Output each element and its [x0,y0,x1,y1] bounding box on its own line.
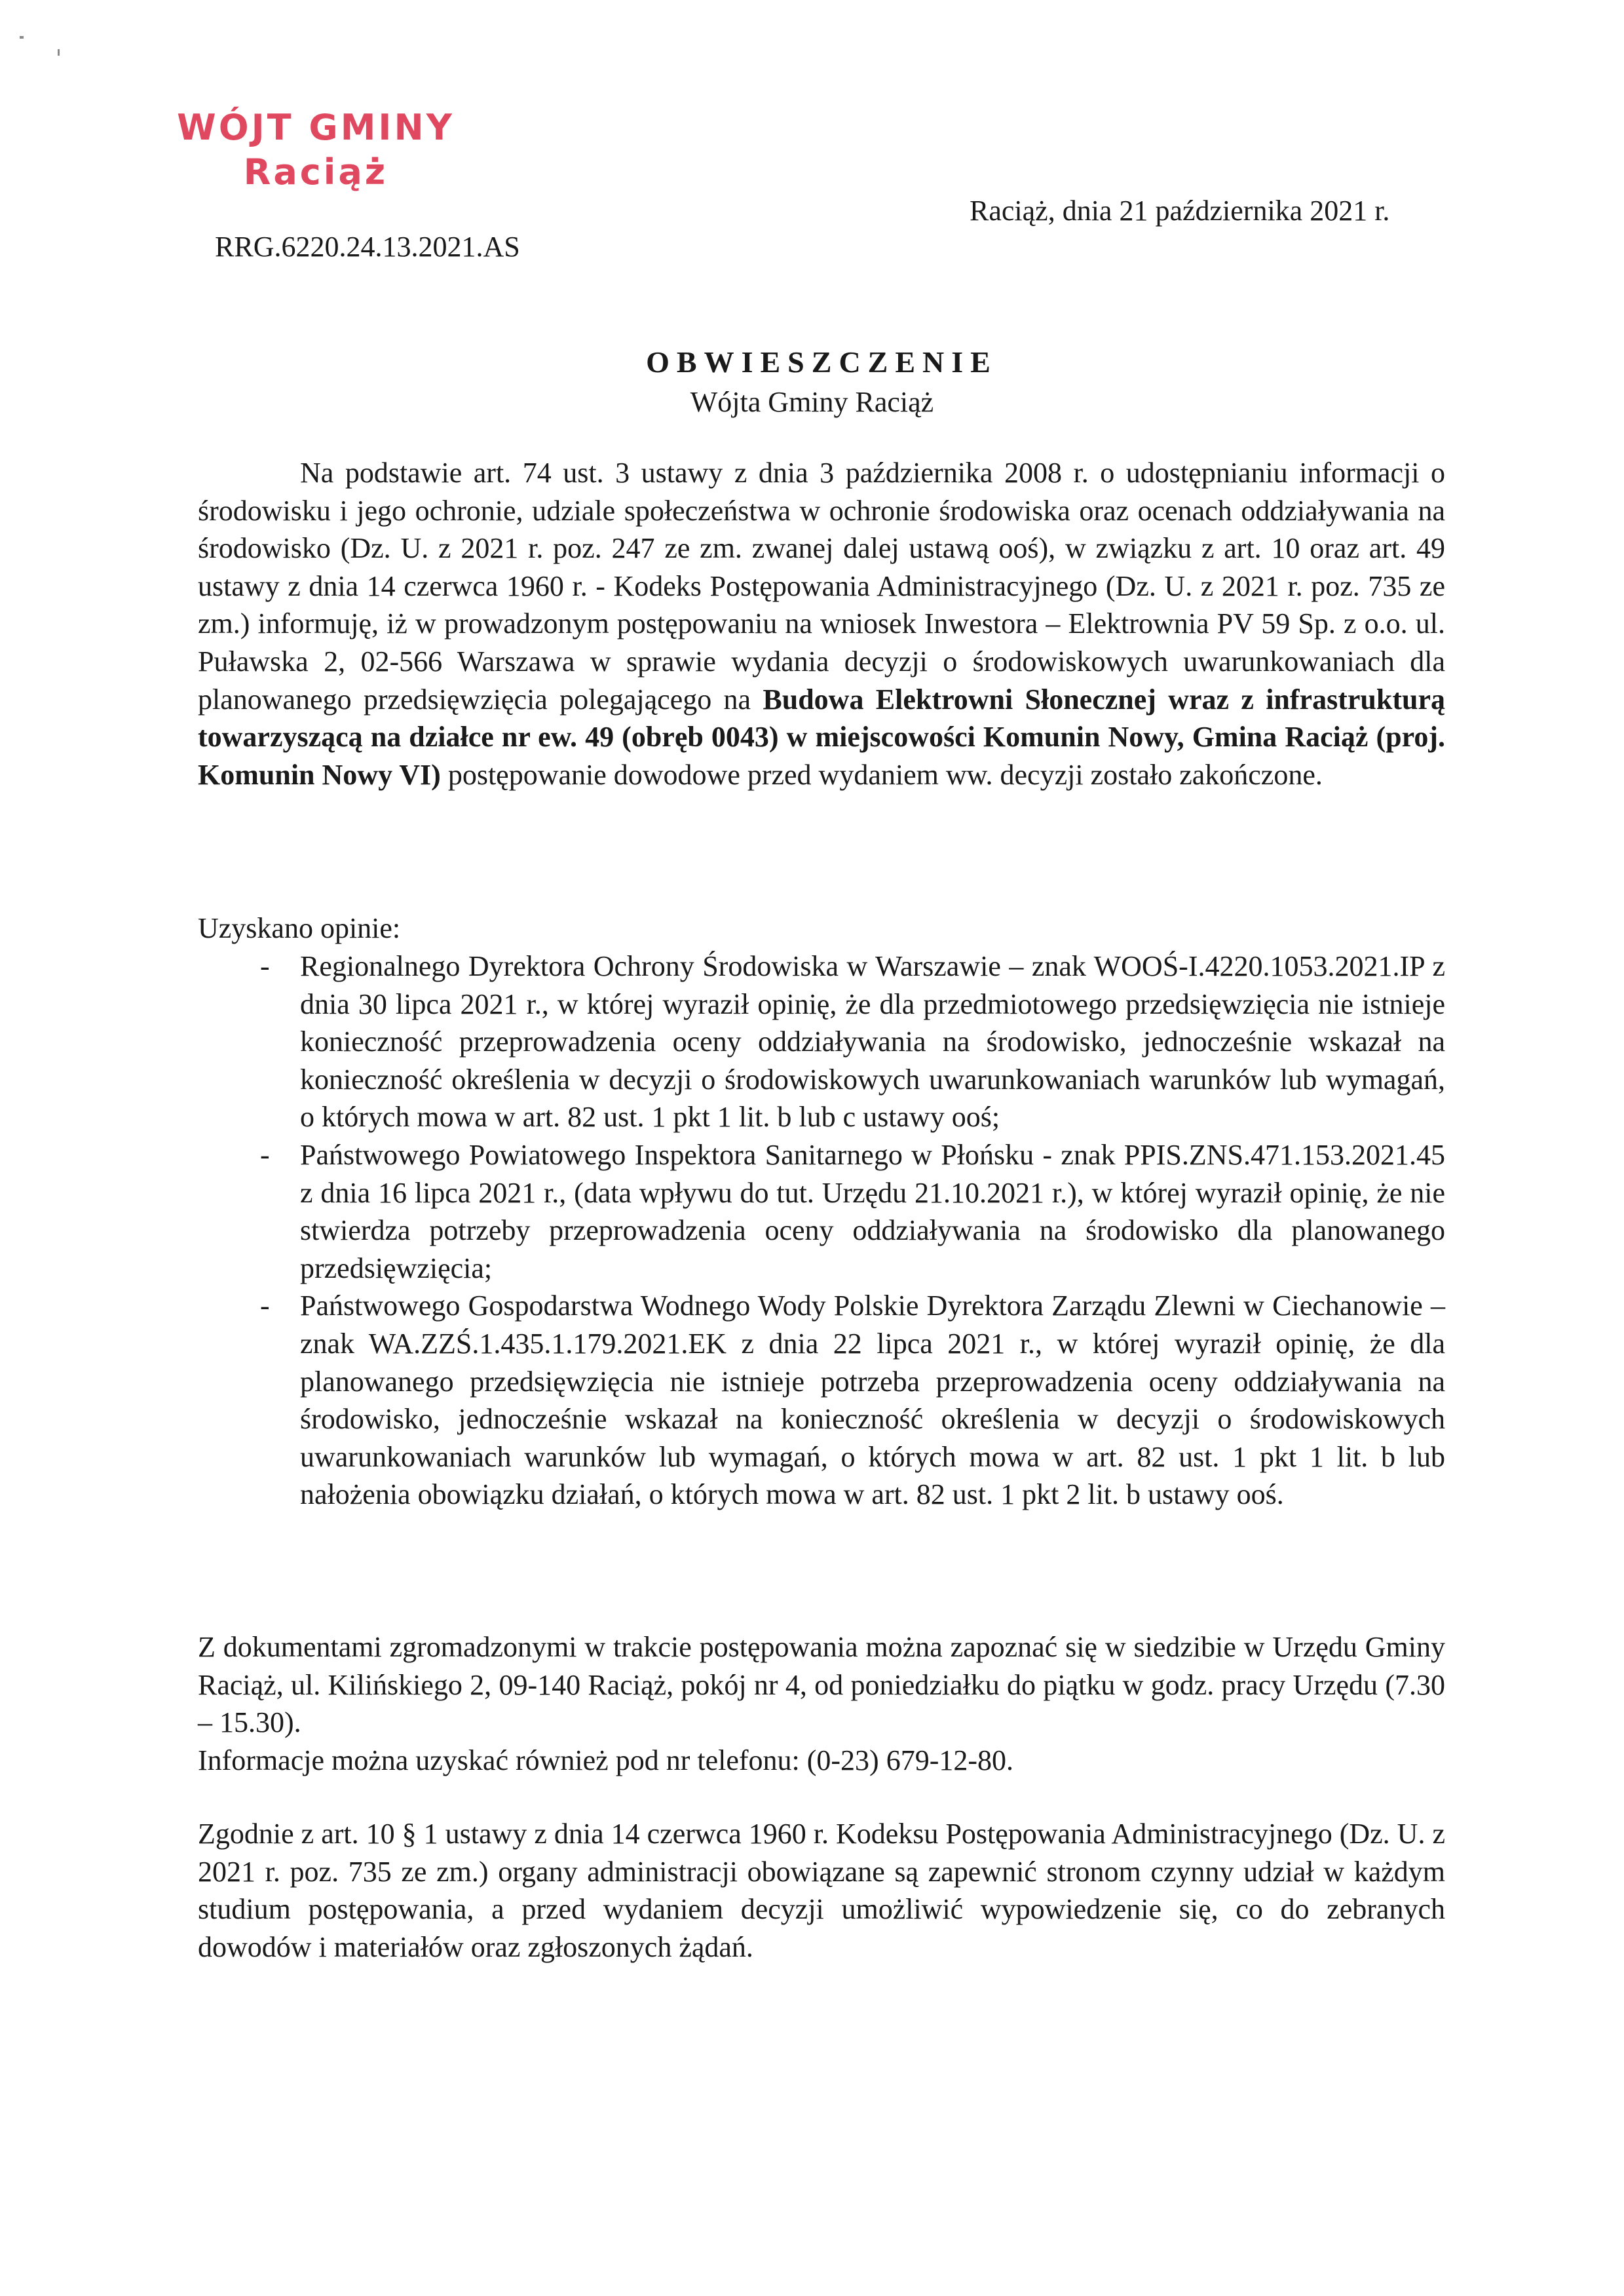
paragraph-art10: Zgodnie z art. 10 § 1 ustawy z dnia 14 czerwca 1960 r. Kodeksu Postępowania Administracyjnego (Dz. U. z 2021 r. poz. 735 ze zm.) organy administracji obowiązane są zapewnić stronom czynny udział w każdym studium postępowania, a przed wydaniem decyzji umożliwić wypowiedzenie się, co do zebranych dowodów i materiałów oraz zgłoszonych żądań. [198,1818,1445,1963]
opinion-text: Państwowego Powiatowego Inspektora Sanitarnego w Płońsku - znak PPIS.ZNS.471.153.2021.45 z dnia 16 lipca 2021 r., (data wpływu do tut. Urzędu 21.10.2021 r.), w której wyraził opinię, że nie stwierdza potrzeby przeprowadzenia oceny oddziaływania na środowisko dla planowanego przedsięwzięcia; [300,1138,1445,1284]
reference-number: RRG.6220.24.13.2021.AS [215,231,520,263]
paragraph-main-outro: postępowanie dowodowe przed wydaniem ww. decyzji zostało zakończone. [447,758,1323,791]
document-title: OBWIESZCZENIE [646,345,998,379]
paragraph-documents-access [198,1628,1445,1779]
document-subtitle: Wójta Gminy Raciąż [690,386,934,418]
scan-artifact [20,36,24,39]
scan-artifact [58,49,60,56]
official-stamp [172,107,460,193]
paragraph-main-intro: Na podstawie art. 74 ust. 3 ustawy z dnia 3 października 2008 r. o udostępnianiu informacji o środowisku i jego ochronie, udziale społeczeństwa w ochronie środowiska oraz ocenach oddziaływania na środowisko (Dz. U. z 2021 r. poz. 247 ze zm. zwanej dalej ustawą ooś), w związku z art. 10 oraz art. 49 ustawy z dnia 14 czerwca 1960 r. - Kodeks Postępowania Administracyjnego (Dz. U. z 2021 r. poz. 735 ze zm.) informuję, iż w prowadzonym postępowaniu na wniosek Inwestora – Elektrownia PV 59 Sp. z o.o. ul. Puławska 2, 02-566 Warszawa w sprawie wydania decyzji o środowiskowych uwarunkowaniach dla planowanego przedsięwzięcia polegającego na [198,457,1445,716]
opinion-text: Regionalnego Dyrektora Ochrony Środowiska w Warszawie – znak WOOŚ-I.4220.1053.2021.IP z dnia 30 lipca 2021 r., w której wyraził opinię, że dla przedmiotowego przedsięwzięcia nie istnieje konieczność przeprowadzenia oceny oddziaływania na środowisko, jednocześnie wskazał na konieczność określenia w decyzji o środowiskowych uwarunkowaniach warunków lub wymagań, o których mowa w art. 82 ust. 1 pkt 1 lit. b lub c ustawy ooś; [300,950,1445,1134]
opinions-list [198,947,1445,1514]
stamp-line-1: WÓJT GMINY [177,107,455,148]
opinion-text: Państwowego Gospodarstwa Wodnego Wody Polskie Dyrektora Zarządu Zlewni w Ciechanowie – znak WA.ZZŚ.1.435.1.179.2021.EK z dnia 22 lipca 2021 r., w której wyraził opinię, że dla planowanego przedsięwzięcia nie istnieje potrzeba przeprowadzenia oceny oddziaływania na środowisko, jednocześnie wskazał na konieczność określenia w decyzji o środowiskowych uwarunkowaniach warunków lub wymagań, o których mowa w art. 82 ust. 1 pkt 1 lit. b lub nałożenia obowiązku działań, o których mowa w art. 82 ust. 1 pkt 2 lit. b ustawy ooś. [300,1290,1445,1511]
opinion-item [198,1287,1445,1514]
phone-info: Informacje można uzyskać również pod nr telefonu: (0-23) 679-12-80. [198,1744,1013,1776]
list-bullet: - [260,1290,270,1322]
stamp-line-2: Raciąż [243,151,388,193]
list-bullet: - [260,950,270,982]
title-block [0,347,1624,417]
place-and-date: Raciąż, dnia 21 października 2021 r. [970,195,1390,227]
opinions-label: Uzyskano opinie: [198,912,401,944]
opinion-item [198,947,1445,1136]
list-bullet: - [260,1138,270,1171]
project-name: Budowa Elektrowni Słonecznej wraz z infrastrukturą towarzyszącą na działce nr ew. 49 (obręb 0043) w miejscowości Komunin Nowy, Gmina Raciąż (proj. Komunin Nowy VI) [198,683,1445,791]
opinion-item [198,1136,1445,1287]
documents-info: Z dokumentami zgromadzonymi w trakcie postępowania można zapoznać się w siedzibie w Urzędu Gminy Raciąż, ul. Kilińskiego 2, 09-140 Raciąż, pokój nr 4, od poniedziałku do piątku w godz. pracy Urzędu (7.30 – 15.30). [198,1631,1445,1739]
paragraph-main [198,454,1445,794]
